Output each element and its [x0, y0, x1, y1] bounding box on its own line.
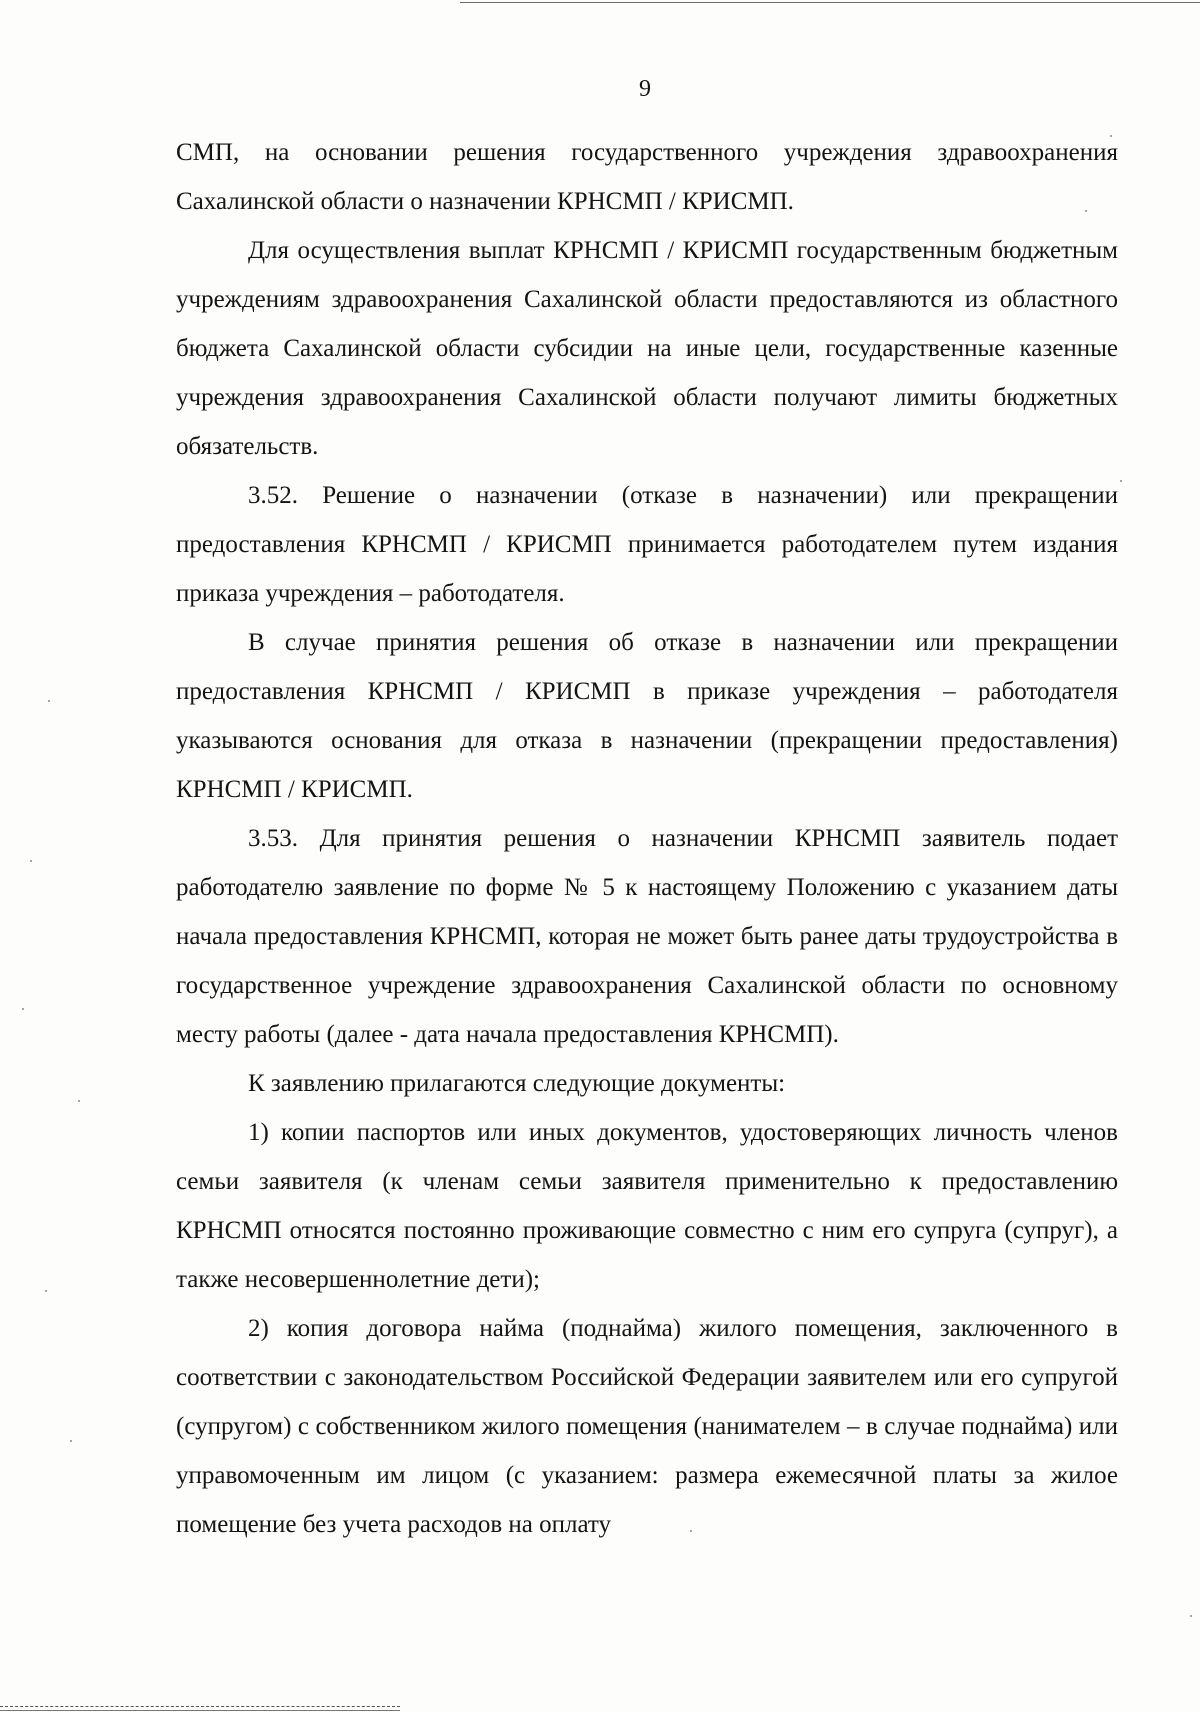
scan-speck — [45, 1290, 47, 1292]
scan-speck — [70, 1440, 72, 1442]
scan-speck — [48, 700, 50, 702]
scan-speck — [1190, 1615, 1192, 1617]
paragraph: 3.53. Для принятия решения о назначении КРНСМП заявитель подает работодателю заявление по форме № 5 к настоящему Положению с указанием даты начала предоставления КРНСМП, которая не может быть ранее даты трудоустройства в государственное учреждение здравоохранения Сахалинской области по основному месту работы (далее - дата начала предоставления КРНСМП). — [176, 825, 1118, 1048]
scan-edge-line-bottom — [0, 1706, 400, 1711]
scan-speck — [78, 1100, 80, 1102]
scan-edge-line-top — [460, 2, 1200, 3]
paragraph: СМП, на основании решения государственного учреждения здравоохранения Сахалинской области о назначении КРНСМП / КРИСМП. — [176, 139, 1118, 215]
paragraph: В случае принятия решения об отказе в назначении или прекращении предоставления КРНСМП / КРИСМП в приказе учреждения – работодателя указываются основания для отказа в назначении (прекращении предоставления) КРНСМП / КРИСМП. — [176, 629, 1118, 803]
body-text — [176, 128, 1118, 1549]
paragraph: 2) копия договора найма (поднайма) жилого помещения, заключенного в соответствии с законодательством Российской Федерации заявителем или его супругой (супругом) с собственником жилого помещения (нанимателем – в случае поднайма) или управомоченным им лицом (с указанием: размера ежемесячной платы за жилое помещение без учета расходов на оплату — [176, 1315, 1118, 1538]
scan-speck — [1120, 480, 1122, 482]
scan-speck — [22, 1008, 24, 1010]
paragraph: Для осуществления выплат КРНСМП / КРИСМП государственным бюджетным учреждениям здравоохранения Сахалинской области предоставляются из областного бюджета Сахалинской области субсидии на иные цели, государственные казенные учреждения здравоохранения Сахалинской области получают лимиты бюджетных обязательств. — [176, 237, 1118, 460]
paragraph: К заявлению прилагаются следующие документы: — [248, 1070, 786, 1097]
paragraph: 1) копии паспортов или иных документов, удостоверяющих личность членов семьи заявителя (к членам семьи заявителя применительно к предоставлению КРНСМП относятся постоянно проживающие совместно с ним его супруга (супруг), а также несовершеннолетние дети); — [176, 1119, 1118, 1293]
scan-speck — [30, 860, 32, 862]
paragraph: 3.52. Решение о назначении (отказе в назначении) или прекращении предоставления КРНСМП / КРИСМП принимается работодателем путем издания приказа учреждения – работодателя. — [176, 482, 1118, 607]
page-number: 9 — [639, 76, 651, 102]
